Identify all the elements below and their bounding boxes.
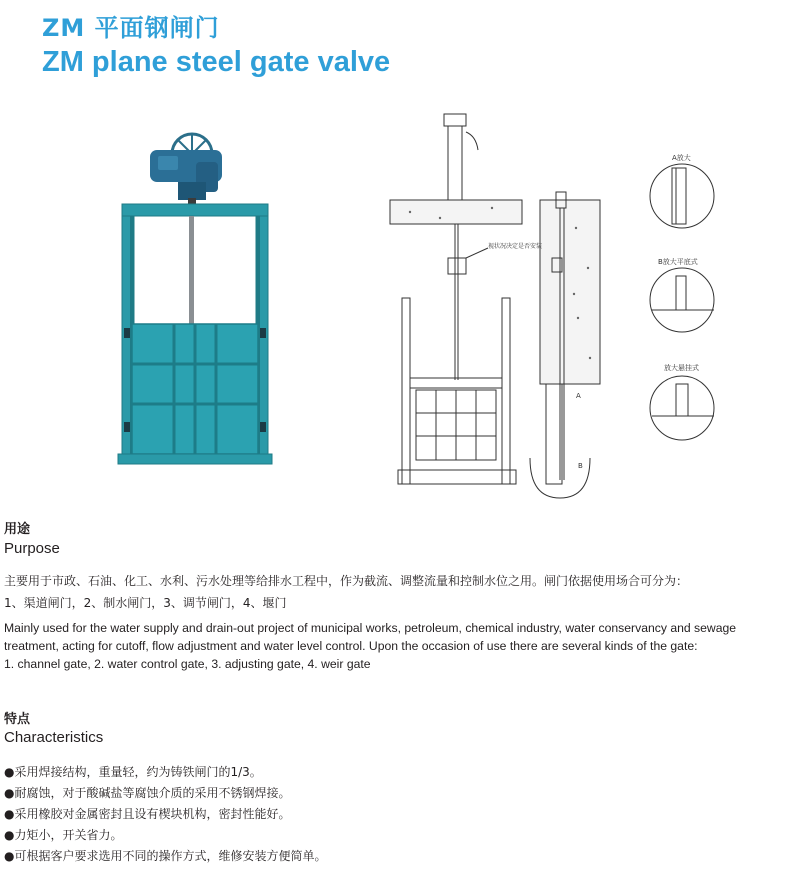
list-item: ●力矩小，开关省力。: [4, 828, 123, 842]
install-note-label: 视状况决定是否安装: [488, 243, 543, 250]
detail-c-label: 放大悬挂式: [664, 364, 699, 372]
detail-callouts: [636, 148, 728, 468]
page-title-en: ZM plane steel gate valve: [42, 46, 391, 78]
purpose-heading-cn: 用途: [4, 522, 31, 537]
detail-b-label: B放大平底式: [658, 258, 698, 266]
list-item: ●耐腐蚀，对于酸碱盐等腐蚀介质的采用不锈钢焊接。: [4, 786, 291, 800]
characteristics-heading-cn: 特点: [4, 712, 31, 727]
list-item: ●采用橡胶对金属密封且设有楔块机构，密封性能好。: [4, 807, 291, 821]
gate-valve-photo: [110, 132, 275, 472]
section-b-label: B: [578, 462, 583, 470]
purpose-text-cn-1: 主要用于市政、石油、化工、水利、污水处理等给排水工程中，作为截流、调整流量和控制水位之用。闸门依据使用场合可分为：: [4, 574, 689, 588]
purpose-heading-en: Purpose: [4, 540, 60, 557]
list-item: ●采用焊接结构，重量轻，约为铸铁闸门的1/3。: [4, 765, 262, 779]
purpose-text-en-1: Mainly used for the water supply and drain-out project of municipal works, petroleum, chemical industry, water conservancy and sewage: [4, 621, 737, 635]
purpose-text-en-2: treatment, acting for cutoff, flow adjustment and water level control. Upon the occasion of use there are several kinds of the gate:: [4, 639, 698, 653]
characteristics-heading-en: Characteristics: [4, 729, 104, 746]
detail-a-label: A放大: [672, 154, 691, 162]
list-item: ●可根据客户要求选用不同的操作方式，维修安装方便简单。: [4, 849, 327, 863]
page-title-cn: ZM 平面钢闸门: [42, 14, 220, 42]
purpose-text-cn-2: 1、渠道闸门，2、制水闸门，3、调节闸门，4、堰门: [4, 596, 287, 610]
characteristics-list: [4, 762, 326, 867]
purpose-text-en-3: 1. channel gate, 2. water control gate, 3. adjusting gate, 4. weir gate: [4, 657, 371, 671]
section-a-label: A: [576, 392, 581, 400]
